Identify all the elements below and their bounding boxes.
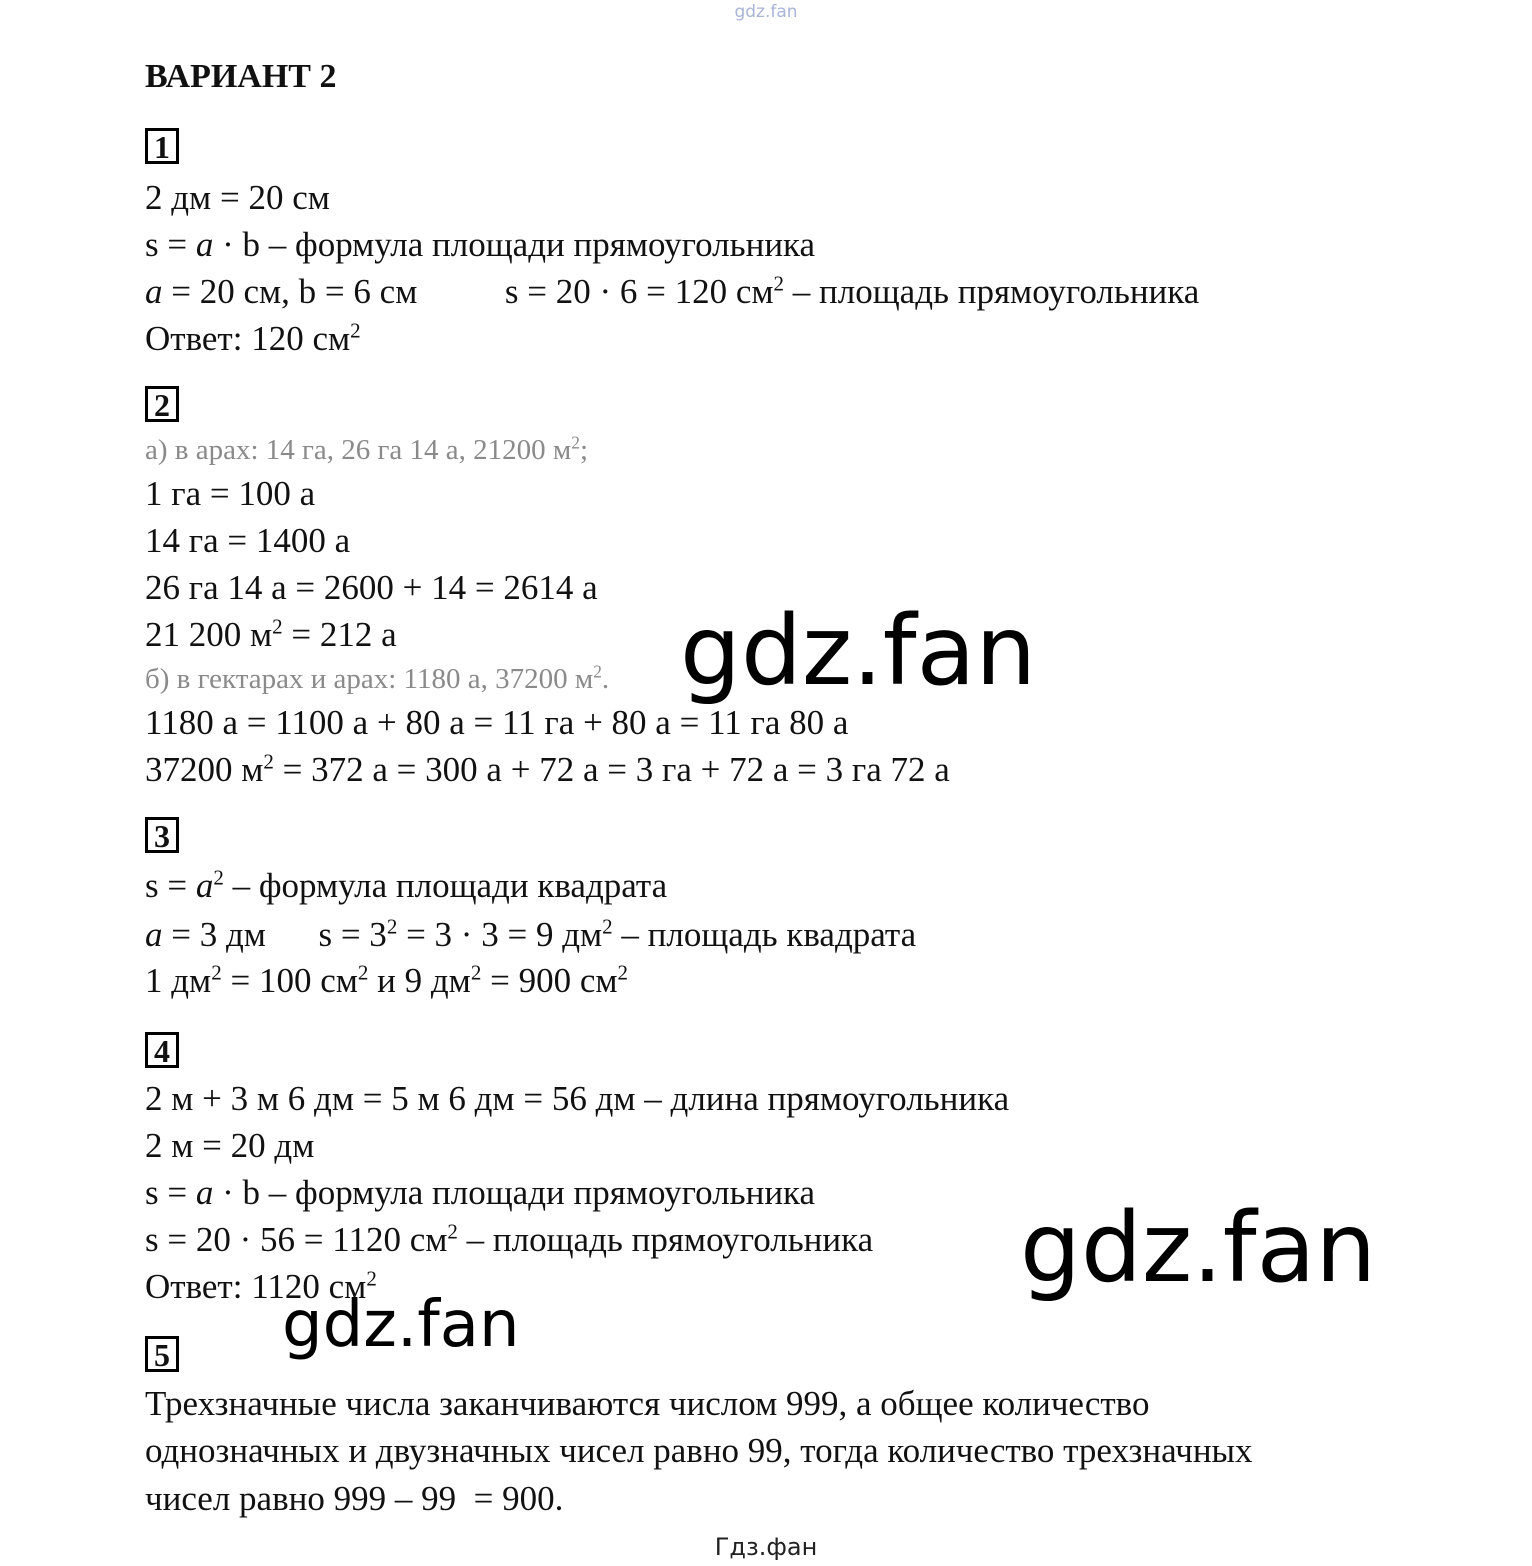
task1-line1: 2 дм = 20 см: [145, 178, 330, 217]
variable-a: a: [195, 1173, 214, 1212]
task2-question-a: [145, 432, 589, 466]
superscript: 2: [593, 661, 602, 682]
text: = 20 см, b = 6 см s = 20 · 6 = 120 см: [162, 272, 774, 311]
task2-question-b: [145, 661, 610, 695]
task5-line3: чисел равно 999 – 99 = 900.: [145, 1479, 564, 1518]
task2-line3: 26 га 14 а = 2600 + 14 = 2614 а: [145, 568, 598, 607]
task3-line3: [145, 960, 628, 1000]
variable-a: a: [145, 915, 163, 954]
superscript: 2: [386, 914, 398, 939]
task4-line4: [145, 1219, 874, 1259]
text: ;: [579, 434, 589, 466]
watermark-top: gdz.fan: [734, 2, 798, 22]
task2-line6: [145, 749, 950, 789]
text: .: [601, 663, 610, 695]
text: = 372 а = 300 а + 72 а = 3 га + 72 а = 3 га 72 а: [273, 750, 950, 789]
text: = 900 см: [481, 961, 618, 1000]
task5-line2: однозначных и двузначных чисел равно 99, тогда количество трехзначных: [145, 1431, 1253, 1470]
task-number-5: 5: [145, 1336, 179, 1372]
text: Ответ: 120 см: [145, 319, 351, 358]
task4-line3: [145, 1175, 815, 1210]
text: а) в арах: 14 га, 26 га 14 а, 21200 м: [145, 434, 572, 466]
task2-line5: 1180 а = 1100 а + 80 а = 11 га + 80 а = 11 га 80 а: [145, 703, 849, 742]
task3-line2: [145, 914, 917, 954]
text: 21 200 м: [145, 615, 273, 654]
task-number-3: 3: [145, 817, 179, 853]
task3-line1: [145, 865, 668, 905]
superscript: 2: [617, 960, 628, 985]
page-title: ВАРИАНТ 2: [145, 58, 337, 95]
text: s =: [145, 225, 196, 264]
task2-line4: [145, 614, 397, 654]
text: = 3 дм s = 3: [162, 915, 387, 954]
text: б) в гектарах и арах: 1180 а, 37200 м: [145, 663, 594, 695]
superscript: 2: [773, 271, 785, 296]
watermark-large-3: gdz.fan: [282, 1288, 520, 1362]
task-number-4: 4: [145, 1032, 179, 1068]
variable-a: a: [195, 225, 214, 264]
text: = 3 · 3 = 9 дм: [397, 915, 603, 954]
superscript: 2: [366, 1266, 377, 1291]
superscript: 2: [211, 960, 222, 985]
text: s =: [145, 1173, 196, 1212]
text: s = 20 · 56 = 1120 см: [145, 1220, 448, 1259]
variable-a: a: [145, 272, 163, 311]
text: – площадь прямоугольника: [784, 272, 1200, 311]
task2-line1: 1 га = 100 а: [145, 474, 316, 513]
text: · b – формула площади прямоугольника: [213, 225, 816, 264]
superscript: 2: [272, 614, 283, 639]
superscript: 2: [213, 865, 224, 890]
text: 1 дм: [145, 961, 212, 1000]
task1-line3: [145, 271, 1200, 311]
text: · b – формула площади прямоугольника: [213, 1173, 816, 1212]
text: = 100 см: [221, 961, 358, 1000]
text: – формула площади квадрата: [223, 866, 668, 905]
text: = 212 а: [282, 615, 397, 654]
superscript: 2: [571, 432, 580, 453]
text: s =: [145, 866, 196, 905]
task4-line2: 2 м = 20 дм: [145, 1126, 315, 1165]
superscript: 2: [447, 1219, 458, 1244]
task-number-2: 2: [145, 386, 179, 422]
superscript: 2: [350, 318, 361, 343]
watermark-bottom: Гдз.фан: [714, 1533, 818, 1561]
watermark-large-2: gdz.fan: [1020, 1192, 1377, 1304]
text: – площадь квадрата: [612, 915, 917, 954]
variable-a: a: [195, 866, 214, 905]
watermark-large-1: gdz.fan: [680, 595, 1037, 707]
superscript: 2: [357, 960, 369, 985]
text: и 9 дм: [368, 961, 471, 1000]
task-number-1: 1: [145, 128, 179, 164]
superscript: 2: [602, 914, 613, 939]
text: 37200 м: [145, 750, 264, 789]
superscript: 2: [470, 960, 482, 985]
task1-answer: [145, 318, 361, 358]
superscript: 2: [263, 749, 274, 774]
task4-line1: 2 м + 3 м 6 дм = 5 м 6 дм = 56 дм – длина прямоугольника: [145, 1079, 1010, 1118]
task5-line1: Трехзначные числа заканчиваются числом 999, а общее количество: [145, 1384, 1150, 1423]
task2-line2: 14 га = 1400 а: [145, 521, 351, 560]
text: Ответ: 1120 см: [145, 1267, 367, 1306]
text: – площадь прямоугольника: [457, 1220, 874, 1259]
task1-line2: [145, 227, 815, 262]
